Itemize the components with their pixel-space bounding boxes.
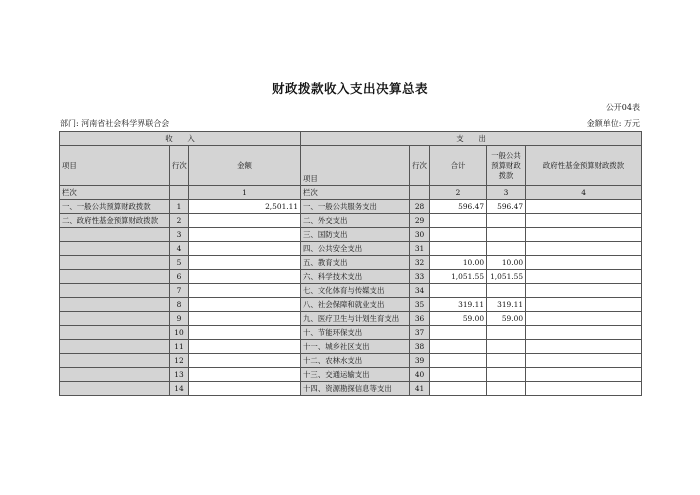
expense-line-cell: 40 xyxy=(410,368,430,382)
expense-item-cell: 八、社会保障和就业支出 xyxy=(301,298,410,312)
column-index-2: 2 xyxy=(430,186,487,200)
expense-line-cell: 28 xyxy=(410,200,430,214)
expense-line-cell: 31 xyxy=(410,242,430,256)
gov-fund-amount-cell xyxy=(526,284,642,298)
general-budget-amount-cell: 596.47 xyxy=(487,200,526,214)
expense-line-cell: 30 xyxy=(410,228,430,242)
income-item-cell xyxy=(60,298,170,312)
column-label-2: 栏次 xyxy=(301,186,410,200)
header-row-section xyxy=(60,132,642,146)
column-index-4: 4 xyxy=(526,186,642,200)
income-amount-cell: 2,501.11 xyxy=(189,200,301,214)
gov-fund-amount-cell xyxy=(526,270,642,284)
income-line-cell: 7 xyxy=(170,284,189,298)
total-amount-cell xyxy=(430,284,487,298)
total-amount-cell xyxy=(430,242,487,256)
income-line-cell: 5 xyxy=(170,256,189,270)
expense-line-cell: 38 xyxy=(410,340,430,354)
header-row-columns xyxy=(60,146,642,186)
income-line-cell: 11 xyxy=(170,340,189,354)
income-line-cell: 3 xyxy=(170,228,189,242)
table-row xyxy=(60,298,642,312)
table-row xyxy=(60,368,642,382)
expense-line-cell: 32 xyxy=(410,256,430,270)
income-item-cell: 一、一般公共预算财政拨款 xyxy=(60,200,170,214)
unit-label: 金额单位: 万元 xyxy=(586,119,640,128)
income-item-cell xyxy=(60,228,170,242)
income-amount-cell xyxy=(189,312,301,326)
column-index-1: 1 xyxy=(189,186,301,200)
total-amount-cell xyxy=(430,382,487,396)
table-row xyxy=(60,326,642,340)
column-index-3: 3 xyxy=(487,186,526,200)
expense-item-cell: 四、公共安全支出 xyxy=(301,242,410,256)
table-row xyxy=(60,312,642,326)
general-budget-amount-cell xyxy=(487,228,526,242)
expense-item-cell: 十四、资源勘探信息等支出 xyxy=(301,382,410,396)
income-line-cell: 12 xyxy=(170,354,189,368)
expense-item-cell: 十、节能环保支出 xyxy=(301,326,410,340)
general-budget-amount-cell xyxy=(487,340,526,354)
expense-line-cell: 34 xyxy=(410,284,430,298)
general-budget-amount-cell xyxy=(487,382,526,396)
general-budget-amount-cell: 319.11 xyxy=(487,298,526,312)
income-line-cell: 14 xyxy=(170,382,189,396)
department-label: 部门: 河南省社会科学界联合会 xyxy=(60,119,170,128)
total-amount-cell xyxy=(430,214,487,228)
expense-line-cell: 37 xyxy=(410,326,430,340)
expense-item-cell: 五、教育支出 xyxy=(301,256,410,270)
gov-fund-amount-cell xyxy=(526,312,642,326)
total-amount-cell xyxy=(430,368,487,382)
gov-fund-amount-cell xyxy=(526,298,642,312)
table-row xyxy=(60,214,642,228)
income-amount-header: 金额 xyxy=(189,146,301,186)
budget-table xyxy=(59,131,642,396)
total-amount-cell: 59.00 xyxy=(430,312,487,326)
expense-item-cell: 十一、城乡社区支出 xyxy=(301,340,410,354)
general-budget-amount-cell xyxy=(487,284,526,298)
gov-fund-amount-cell xyxy=(526,340,642,354)
table-row xyxy=(60,228,642,242)
income-amount-cell xyxy=(189,340,301,354)
total-amount-cell xyxy=(430,354,487,368)
table-row xyxy=(60,256,642,270)
page-title: 财政拨款收入支出决算总表 xyxy=(271,81,428,96)
income-line-cell: 6 xyxy=(170,270,189,284)
general-budget-amount-cell xyxy=(487,368,526,382)
income-item-cell xyxy=(60,368,170,382)
expense-line-cell: 41 xyxy=(410,382,430,396)
total-amount-cell: 596.47 xyxy=(430,200,487,214)
income-item-cell xyxy=(60,354,170,368)
expense-line-header: 行次 xyxy=(410,146,430,186)
gov-fund-amount-cell xyxy=(526,242,642,256)
income-item-cell xyxy=(60,242,170,256)
expense-item-cell: 一、一般公共服务支出 xyxy=(301,200,410,214)
income-amount-cell xyxy=(189,284,301,298)
income-line-cell: 1 xyxy=(170,200,189,214)
income-line-cell: 13 xyxy=(170,368,189,382)
total-amount-cell xyxy=(430,340,487,354)
income-line-cell: 10 xyxy=(170,326,189,340)
general-budget-amount-cell xyxy=(487,214,526,228)
income-amount-cell xyxy=(189,298,301,312)
general-budget-amount-cell: 10.00 xyxy=(487,256,526,270)
expense-line-cell: 29 xyxy=(410,214,430,228)
gov-fund-amount-cell xyxy=(526,368,642,382)
income-line-cell: 8 xyxy=(170,298,189,312)
table-row xyxy=(60,200,642,214)
form-number: 公开04表 xyxy=(605,103,640,112)
income-amount-cell xyxy=(189,214,301,228)
total-amount-cell: 319.11 xyxy=(430,298,487,312)
total-header: 合计 xyxy=(430,146,487,186)
table-row xyxy=(60,284,642,298)
general-budget-amount-cell: 1,051.55 xyxy=(487,270,526,284)
header-row-index xyxy=(60,186,642,200)
total-amount-cell: 10.00 xyxy=(430,256,487,270)
expense-line-cell: 39 xyxy=(410,354,430,368)
table-row xyxy=(60,270,642,284)
income-item-cell xyxy=(60,326,170,340)
general-budget-amount-cell xyxy=(487,354,526,368)
expense-item-cell: 十二、农林水支出 xyxy=(301,354,410,368)
total-amount-cell: 1,051.55 xyxy=(430,270,487,284)
income-amount-cell xyxy=(189,242,301,256)
income-line-cell: 4 xyxy=(170,242,189,256)
total-amount-cell xyxy=(430,228,487,242)
gov-fund-amount-cell xyxy=(526,382,642,396)
income-item-cell xyxy=(60,340,170,354)
expense-item-cell: 九、医疗卫生与计划生育支出 xyxy=(301,312,410,326)
general-budget-header: 一般公共预算财政拨款 xyxy=(487,146,526,186)
expense-item-cell: 十三、交通运输支出 xyxy=(301,368,410,382)
income-amount-cell xyxy=(189,270,301,284)
general-budget-amount-cell: 59.00 xyxy=(487,312,526,326)
income-line-header: 行次 xyxy=(170,146,189,186)
column-label: 栏次 xyxy=(60,186,170,200)
expense-item-cell: 六、科学技术支出 xyxy=(301,270,410,284)
income-amount-cell xyxy=(189,228,301,242)
income-header: 收 入 xyxy=(60,132,301,146)
expense-item-cell: 七、文化体育与传媒支出 xyxy=(301,284,410,298)
income-amount-cell xyxy=(189,382,301,396)
expense-item-cell: 三、国防支出 xyxy=(301,228,410,242)
income-amount-cell xyxy=(189,354,301,368)
expense-item-cell: 二、外交支出 xyxy=(301,214,410,228)
income-item-header: 项目 xyxy=(60,146,170,186)
income-line-cell: 2 xyxy=(170,214,189,228)
income-amount-cell xyxy=(189,256,301,270)
income-item-cell xyxy=(60,312,170,326)
table-row xyxy=(60,242,642,256)
income-line-cell: 9 xyxy=(170,312,189,326)
expense-line-cell: 36 xyxy=(410,312,430,326)
income-item-cell: 二、政府性基金预算财政拨款 xyxy=(60,214,170,228)
income-item-cell xyxy=(60,382,170,396)
gov-fund-amount-cell xyxy=(526,326,642,340)
total-amount-cell xyxy=(430,326,487,340)
gov-fund-amount-cell xyxy=(526,200,642,214)
gov-fund-amount-cell xyxy=(526,214,642,228)
gov-fund-amount-cell xyxy=(526,354,642,368)
income-amount-cell xyxy=(189,368,301,382)
expense-line-cell: 33 xyxy=(410,270,430,284)
income-item-cell xyxy=(60,284,170,298)
gov-fund-amount-cell xyxy=(526,228,642,242)
general-budget-amount-cell xyxy=(487,242,526,256)
expense-item-header: 项目 xyxy=(301,146,410,186)
gov-fund-amount-cell xyxy=(526,256,642,270)
gov-fund-header: 政府性基金预算财政拨款 xyxy=(526,146,642,186)
expense-line-cell: 35 xyxy=(410,298,430,312)
table-row xyxy=(60,382,642,396)
income-item-cell xyxy=(60,270,170,284)
income-item-cell xyxy=(60,256,170,270)
general-budget-amount-cell xyxy=(487,326,526,340)
expense-header: 支 出 xyxy=(301,132,642,146)
table-row xyxy=(60,340,642,354)
table-row xyxy=(60,354,642,368)
income-amount-cell xyxy=(189,326,301,340)
